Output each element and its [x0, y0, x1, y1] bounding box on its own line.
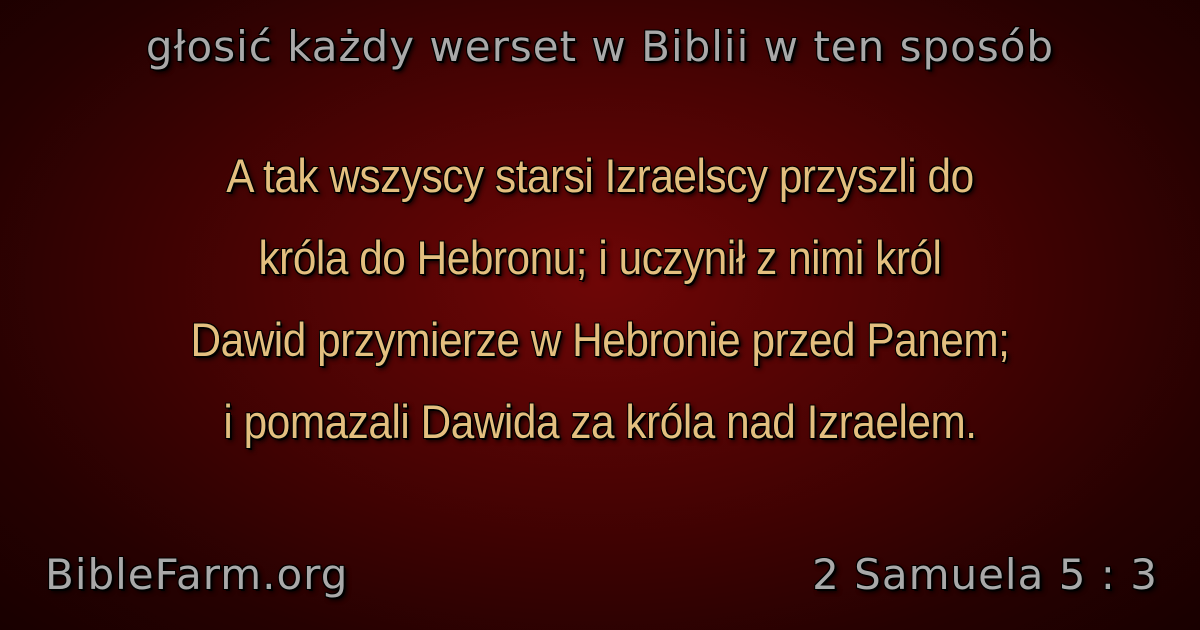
verse-reference: 2 Samuela 5 : 3 [812, 550, 1158, 599]
tagline: głosić każdy werset w Biblii w ten sposób [145, 22, 1055, 71]
site-name: BibleFarm.org [45, 550, 349, 599]
verse-line-4: i pomazali Dawida za króla nad Izraelem. [223, 395, 977, 448]
verse-line-1: A tak wszyscy starsi Izraelscy przyszli do [226, 149, 974, 202]
verse-line-2: króla do Hebronu; i uczynił z nimi król [258, 231, 942, 284]
verse-text [96, 135, 1104, 463]
verse-line-3: Dawid przymierze w Hebronie przed Panem; [190, 313, 1010, 366]
